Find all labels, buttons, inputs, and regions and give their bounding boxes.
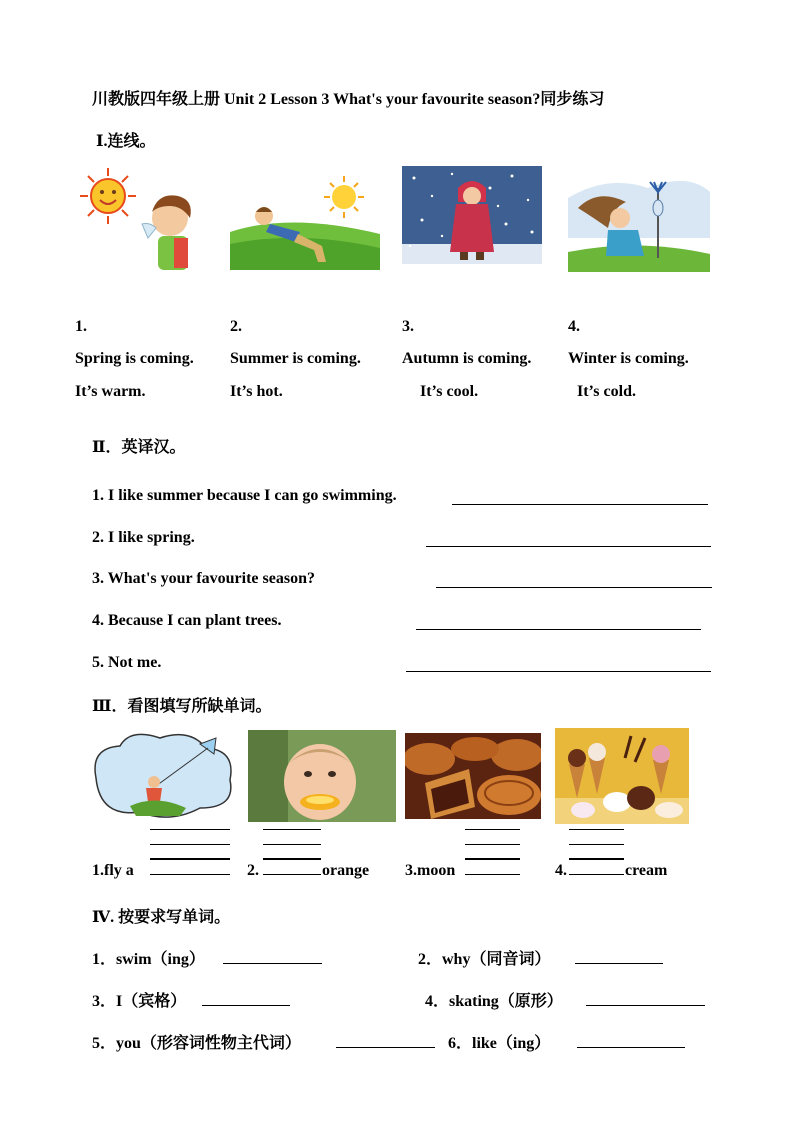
answer-line[interactable] (569, 874, 624, 875)
blank-line (569, 844, 624, 845)
blank-line (263, 844, 321, 845)
answer-line[interactable] (150, 874, 230, 875)
translate-sentence: 1. I like summer because I can go swimming. (92, 487, 397, 504)
answer-line[interactable] (436, 587, 712, 588)
season-item-number: 4. (568, 318, 580, 335)
page-title: 川教版四年级上册 Unit 2 Lesson 3 What's your favourite season?同步练习 (92, 91, 605, 108)
translate-sentence: 4. Because I can plant trees. (92, 612, 282, 629)
windy-weather-image (568, 168, 710, 272)
section4-heading: Ⅳ. 按要求写单词。 (92, 909, 231, 926)
season-item-number: 2. (230, 318, 242, 335)
season-item-line1: Summer is coming. (230, 350, 361, 367)
answer-line[interactable] (263, 874, 321, 875)
blank-line (150, 844, 230, 845)
section2-heading: Ⅱ．英译汉。 (92, 439, 186, 456)
answer-line[interactable] (336, 1047, 435, 1048)
season-item-line2: It’s cold. (577, 383, 636, 400)
warm-weather-image (230, 172, 380, 270)
blank-line (465, 858, 520, 860)
translate-sentence: 5. Not me. (92, 654, 162, 671)
word-task: 6．like（ing） (448, 1035, 551, 1052)
word-task: 3．I（宾格） (92, 993, 187, 1010)
season-item-number: 3. (402, 318, 414, 335)
fill-item-suffix: orange (322, 862, 370, 879)
season-item-number: 1. (75, 318, 87, 335)
blank-line (150, 858, 230, 860)
translate-sentence: 2. I like spring. (92, 529, 195, 546)
fill-item-prefix: 2. (247, 862, 259, 879)
answer-line[interactable] (452, 504, 708, 505)
hot-weather-image (78, 166, 208, 276)
blank-line (465, 844, 520, 845)
fill-item-suffix: cream (625, 862, 668, 879)
season-item-line1: Winter is coming. (568, 350, 689, 367)
section1-heading: Ⅰ.连线。 (96, 133, 156, 150)
mooncake-image (405, 733, 541, 819)
answer-line[interactable] (465, 874, 520, 875)
word-task: 5．you（形容词性物主代词） (92, 1035, 301, 1052)
answer-line[interactable] (586, 1005, 705, 1006)
translate-sentence: 3. What's your favourite season? (92, 570, 315, 587)
answer-line[interactable] (416, 629, 701, 630)
word-task: 1．swim（ing） (92, 951, 205, 968)
blank-line (569, 858, 624, 860)
cold-weather-image (402, 166, 542, 264)
word-task: 4．skating（原形） (425, 993, 563, 1010)
season-item-line2: It’s hot. (230, 383, 283, 400)
word-task: 2．why（同音词） (418, 951, 551, 968)
kite-image (90, 728, 236, 824)
season-item-line2: It’s warm. (75, 383, 146, 400)
fill-item-prefix: 3.moon (405, 862, 456, 879)
answer-line[interactable] (577, 1047, 685, 1048)
blank-line (263, 829, 321, 830)
season-item-line1: Autumn is coming. (402, 350, 532, 367)
blank-line (569, 829, 624, 830)
blank-line (263, 858, 321, 860)
fill-item-prefix: 4. (555, 862, 567, 879)
answer-line[interactable] (426, 546, 711, 547)
baby-orange-image (248, 730, 396, 822)
answer-line[interactable] (202, 1005, 290, 1006)
answer-line[interactable] (575, 963, 663, 964)
ice-cream-image (555, 728, 689, 824)
fill-item-prefix: 1.fly a (92, 862, 134, 879)
answer-line[interactable] (406, 671, 711, 672)
blank-line (465, 829, 520, 830)
season-item-line2: It’s cool. (420, 383, 479, 400)
answer-line[interactable] (223, 963, 322, 964)
season-item-line1: Spring is coming. (75, 350, 194, 367)
blank-line (150, 829, 230, 830)
section3-heading: Ⅲ．看图填写所缺单词。 (92, 698, 272, 715)
